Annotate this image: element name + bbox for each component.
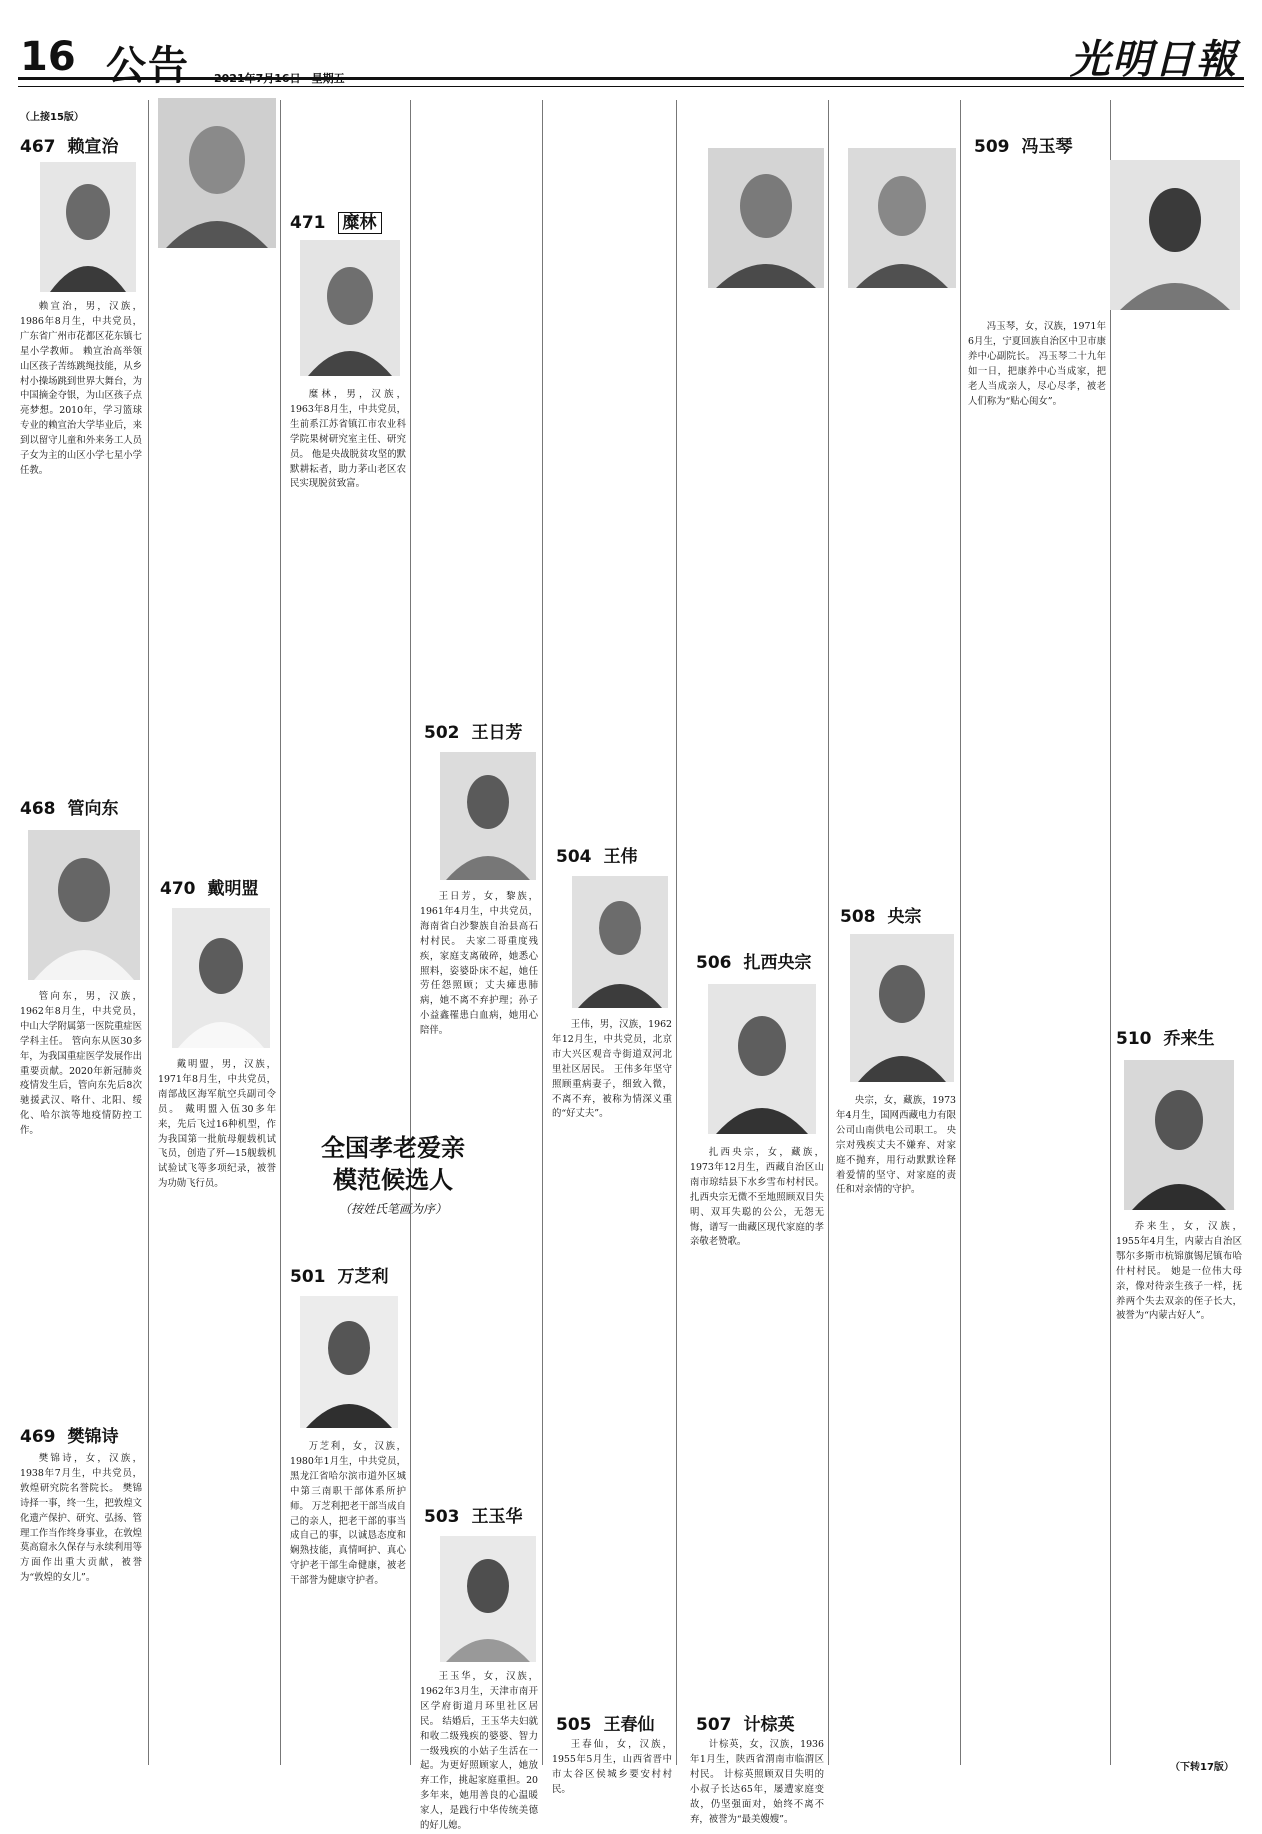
entry-header-502: 502 王日芳 [424,723,523,743]
entry-header-467 [20,132,119,157]
entry-text: 糜林，男，汉族，1963年8月生，中共党员，生前系江苏省镇江市农业科学院果树研究室主任、研究员。 他是央战脱贫攻坚的默默耕耘者，助力茅山老区农民实现脱贫致富。 [290,389,406,490]
entry-text: 管向东，男，汉族，1962年8月生，中共党员，中山大学附属第一医院重症医学科主任。 管向东从医30多年，为我国重症医学发展作出重要贡献。2020年新冠肺炎疫情发生后，管向东先后8次驰援武汉、咯什、北阳、绥化、哈尔滨等地疫情防控工作。 [20,991,142,1137]
entry-text: 乔来生，女，汉族，1955年4月生，内蒙古自治区鄂尔多斯市杭锦旗锡尼镇布哈什村村民。 她是一位伟大母亲，像对待亲生孩子一样，抚养两个失去双亲的侄子长大，被誉为“内蒙古好人”。 [1116,1221,1242,1322]
continued-from-note: （上接15版） [20,112,84,123]
entry-header-501: 501 万芝利 [290,1267,389,1287]
portrait-photo [28,830,140,980]
column-divider [676,100,677,1765]
portrait-photo [172,908,270,1048]
entry-text: 万芝利，女，汉族，1980年1月生，中共党员，黑龙江省哈尔滨市道外区城中第三南职干部体系所护师。 万芝利把老干部当成自己的亲人，把老干部的事当成自己的事，以诚恳态度和娴熟技能，真情呵护、真心守护老干部生命健康，被老干部誉为健康守护者。 [290,1441,406,1587]
entry-number: 467 [20,137,56,157]
entry-header-503: 503 王玉华 [424,1507,523,1527]
column-divider [828,100,829,1765]
portrait-photo [40,162,136,292]
entry-text: 王春仙，女，汉族，1955年5月生，山西省晋中市太谷区侯城乡要安村村民。 [552,1739,672,1795]
entry-name: 赖宣治 [67,137,119,157]
entry-header-509: 509 冯玉琴 [974,137,1073,157]
column-divider [542,100,543,1765]
page-number: 16 [20,34,76,80]
header-rule [18,86,1244,87]
column-divider [280,100,281,1765]
portrait-photo [708,984,816,1134]
entry-text: 冯玉琴，女，汉族，1971年6月生，宁夏回族自治区中卫市康养中心副院长。 冯玉琴二十九年如一日，把康养中心当成家，把老人当成亲人，尽心尽孝，被老人们称为“贴心闺女”。 [968,321,1106,407]
column-divider [1110,100,1111,1765]
masthead [18,22,1244,89]
entry-header-505: 505 王春仙 [556,1715,655,1735]
entry-header-468: 468 管向东 [20,799,119,819]
portrait-photo [300,1296,398,1428]
entry-text: 计棕英，女，汉族，1936年1月生，陕西省渭南市临渭区村民。 计棕英照顾双目失明的小叔子长达65年，屡遭家庭变故，仍坚强面对，始终不离不弃，被誉为“最美嫂嫂”。 [690,1739,824,1825]
entry-text: 戴明盟，男，汉族，1971年8月生，中共党员，南部战区海军航空兵副司令员。 戴明盟入伍30多年来，先后飞过16种机型，作为我国第一批航母舰载机试飞员，创造了歼—15舰载机试验试飞等多项纪录，被誉为功勋飞行员。 [158,1059,276,1190]
entry-header-508: 508 央宗 [840,907,922,927]
column-divider [148,100,149,1765]
banner-subtitle: （按姓氏笔画为序） [338,1202,447,1216]
entry-header-470: 470 戴明盟 [160,879,259,899]
banner-title-line2: 模范候选人 [333,1166,453,1194]
entry-header-507: 507 计棕英 [696,1715,795,1735]
entry-header-469: 469 樊锦诗 [20,1427,119,1447]
column-divider [410,100,411,1765]
portrait-photo [440,752,536,880]
entry-text: 王伟，男，汉族，1962年12月生，中共党员，北京市大兴区观音寺街道双河北里社区居民。 王伟多年坚守照顾重病妻子，细致入微，不离不弃，被称为情深义重的“好丈夫”。 [552,1019,672,1120]
banner-title-line1: 全国孝老爱亲 [321,1134,465,1162]
dateline: 2021年7月16日 星期五 [214,72,345,85]
entry-header-471: 471 糜林 [290,208,382,233]
portrait-photo [300,240,400,376]
newspaper-logo: 光明日報 [1070,36,1238,83]
portrait-photo [158,98,276,248]
portrait-photo [848,148,956,288]
entry-text: 樊锦诗，女，汉族，1938年7月生，中共党员，敦煌研究院名誉院长。 樊锦诗择一事，终一生，把敦煌文化遗产保护、研究、弘扬、管理工作当作终身事业，在敦煌莫高窟永久保存与永续利用等方面作出重大贡献，被誉为“敦煌的女儿”。 [20,1453,142,1584]
portrait-photo [708,148,824,288]
portrait-photo [1124,1060,1234,1210]
entry-text: 王日芳，女，黎族，1961年4月生，中共党员，海南省白沙黎族自治县高石村村民。 夫家二哥重度残疾，家庭支离破碎，她悉心照料，姿婆卧床不起，她任劳任怨照顾；丈夫瘫患肺病，她不离不弃护理；孙子小益鑫罹患白血病，她用心陪伴。 [420,891,538,1037]
entry-header-506: 506 扎西央宗 [696,953,812,973]
entry-text: 王玉华，女，汉族，1962年3月生，天津市南开区学府街道月环里社区居民。 结婚后，王玉华夫妇就和收二级残疾的婆婆、智力一级残疾的小姑子生活在一起。为更好照顾家人，她放弃工作，挑起家庭重担。20多年来，她用善良的心温暖家人，是践行中华传统美德的好儿媳。 [420,1671,538,1832]
entry-text: 央宗，女，藏族，1973年4月生，国网西藏电力有限公司山南供电公司职工。 央宗对残疾丈夫不嫌弃、对家庭不抛弃，用行动默默诠释着爱情的坚守、对家庭的责任和对亲情的守护。 [836,1095,956,1196]
section-title: 公告 [106,43,190,89]
portrait-photo [440,1536,536,1662]
entry-header-504: 504 王伟 [556,847,638,867]
column-divider [960,100,961,1765]
portrait-photo [572,876,668,1008]
portrait-photo [850,934,954,1082]
portrait-photo [1110,160,1240,310]
entry-text: 赖宣治，男，汉族，1986年8月生，中共党员，广东省广州市花都区花东镇七星小学教师。 赖宣治高举领山区孩子苦练跳绳技能，从乡村小操场跳到世界大舞台，为中国摘金夺银，为山区孩子点亮梦想。2010年，学习篮球专业的赖宣治大学毕业后，来到以留守儿童和外来务工人员子女为主的山区小学七星小学任教。 [20,301,142,476]
entry-header-510: 510 乔来生 [1116,1029,1215,1049]
entry-text: 扎西央宗，女，藏族，1973年12月生，西藏自治区山南市琼结县下水乡雪布村村民。 扎西央宗无微不至地照顾双目失明、双耳失聪的公公，无怨无悔，谱写一曲藏区现代家庭的孝亲敬老赞歌。 [690,1147,824,1248]
continued-to-note: （下转17版） [1170,1762,1234,1773]
